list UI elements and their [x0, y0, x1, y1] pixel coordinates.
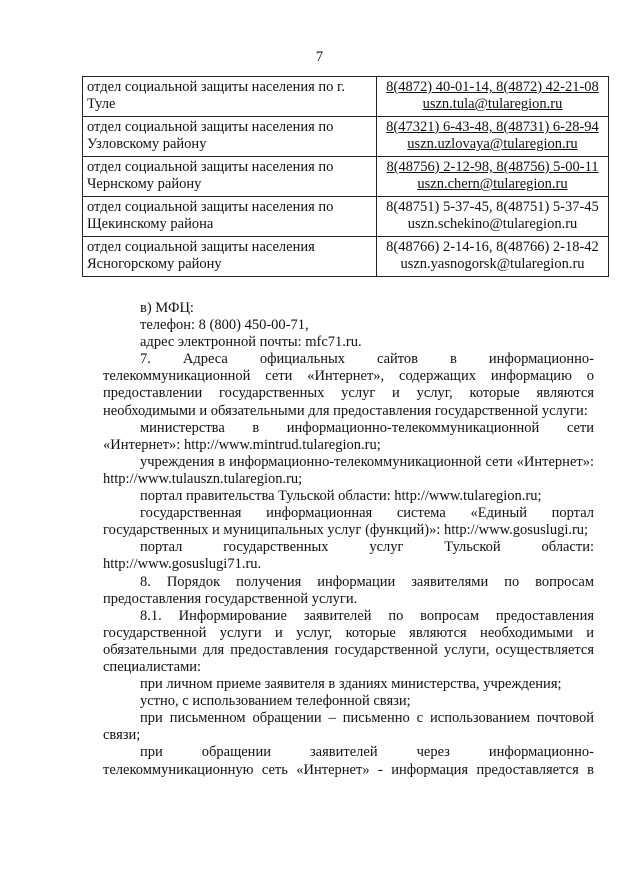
department-contacts: [377, 77, 609, 117]
department-name: отдел социальной защиты населения по Узловскому району: [83, 117, 377, 157]
department-contacts: [377, 197, 609, 237]
table-row: [83, 157, 609, 197]
department-phones: 8(48751) 5-37-45, 8(48751) 5-37-45: [386, 199, 599, 215]
ministry-site: министерства в информационно-телекоммуникационной сети «Интернет»: http://www.mintrud.tularegion.ru;: [103, 419, 594, 453]
institution-site: учреждения в информационно-телекоммуникационной сети «Интернет»: http://www.tulauszn.tularegion.ru;: [103, 453, 594, 487]
mfc-email: адрес электронной почты: mfc71.ru.: [140, 334, 362, 351]
mfc-phone: телефон: 8 (800) 450-00-71,: [140, 317, 309, 334]
government-portal: портал правительства Тульской области: http://www.tularegion.ru;: [140, 488, 542, 505]
department-contacts: [377, 117, 609, 157]
department-email: uszn.tula@tularegion.ru: [422, 96, 563, 112]
personal-reception: при личном приеме заявителя в зданиях министерства, учреждения;: [140, 676, 562, 693]
department-contacts: [377, 237, 609, 277]
internet-inquiry: при обращении заявителей через информационно-телекоммуникационную сеть «Интернет» - информация предоставляется в: [103, 744, 594, 778]
section-8-intro: 8. Порядок получения информации заявителями по вопросам предоставления государственной услуги.: [103, 573, 594, 607]
department-phones: 8(47321) 6-43-48, 8(48731) 6-28-94: [386, 119, 599, 135]
section-8-1: 8.1. Информирование заявителей по вопросам предоставления государственной услуги и услуг, которые являются необходимыми и обязательными для предоставления государственной услуги, осуществляется специалистами:: [103, 607, 594, 675]
department-email: uszn.chern@tularegion.ru: [417, 176, 568, 192]
department-name: отдел социальной защиты населения по Щекинскому района: [83, 197, 377, 237]
table-row: [83, 237, 609, 277]
contacts-table: [82, 76, 609, 277]
department-email: uszn.uzlovaya@tularegion.ru: [407, 136, 578, 152]
table-row: [83, 77, 609, 117]
phone-inquiry: устно, с использованием телефонной связи;: [140, 693, 411, 710]
mfc-heading: в) МФЦ:: [140, 300, 194, 316]
section-7-intro: 7. Адреса официальных сайтов в информационно-телекоммуникационной сети «Интернет», содержащих информацию о предоставлении государственных услуг и услуг, которые являются необходимыми и обязательными для предоставления государственной услуги:: [103, 351, 594, 419]
department-phones: 8(48766) 2-14-16, 8(48766) 2-18-42: [386, 239, 599, 255]
department-email: uszn.schekino@tularegion.ru: [407, 216, 578, 232]
department-email: uszn.yasnogorsk@tularegion.ru: [400, 256, 585, 272]
document-body: [103, 300, 594, 796]
department-name: отдел социальной защиты населения по Чернскому району: [83, 157, 377, 197]
department-contacts: [377, 157, 609, 197]
gosuslugi-portal: государственная информационная система «Единый портал государственных и муниципальных услуг (функций)»: http://www.gosuslugi.ru;: [103, 505, 594, 539]
written-inquiry: при письменном обращении – письменно с использованием почтовой связи;: [103, 710, 594, 744]
department-phones: 8(4872) 40-01-14, 8(4872) 42-21-08: [386, 79, 599, 95]
regional-portal: портал государственных услуг Тульской области: http://www.gosuslugi71.ru.: [103, 539, 594, 573]
department-name: отдел социальной защиты населения по г. Туле: [83, 77, 377, 117]
page-number: 7: [315, 49, 324, 65]
table-row: [83, 197, 609, 237]
department-name: отдел социальной защиты населения Ясногорскому району: [83, 237, 377, 277]
table-row: [83, 117, 609, 157]
department-phones: 8(48756) 2-12-98, 8(48756) 5-00-11: [386, 159, 599, 175]
